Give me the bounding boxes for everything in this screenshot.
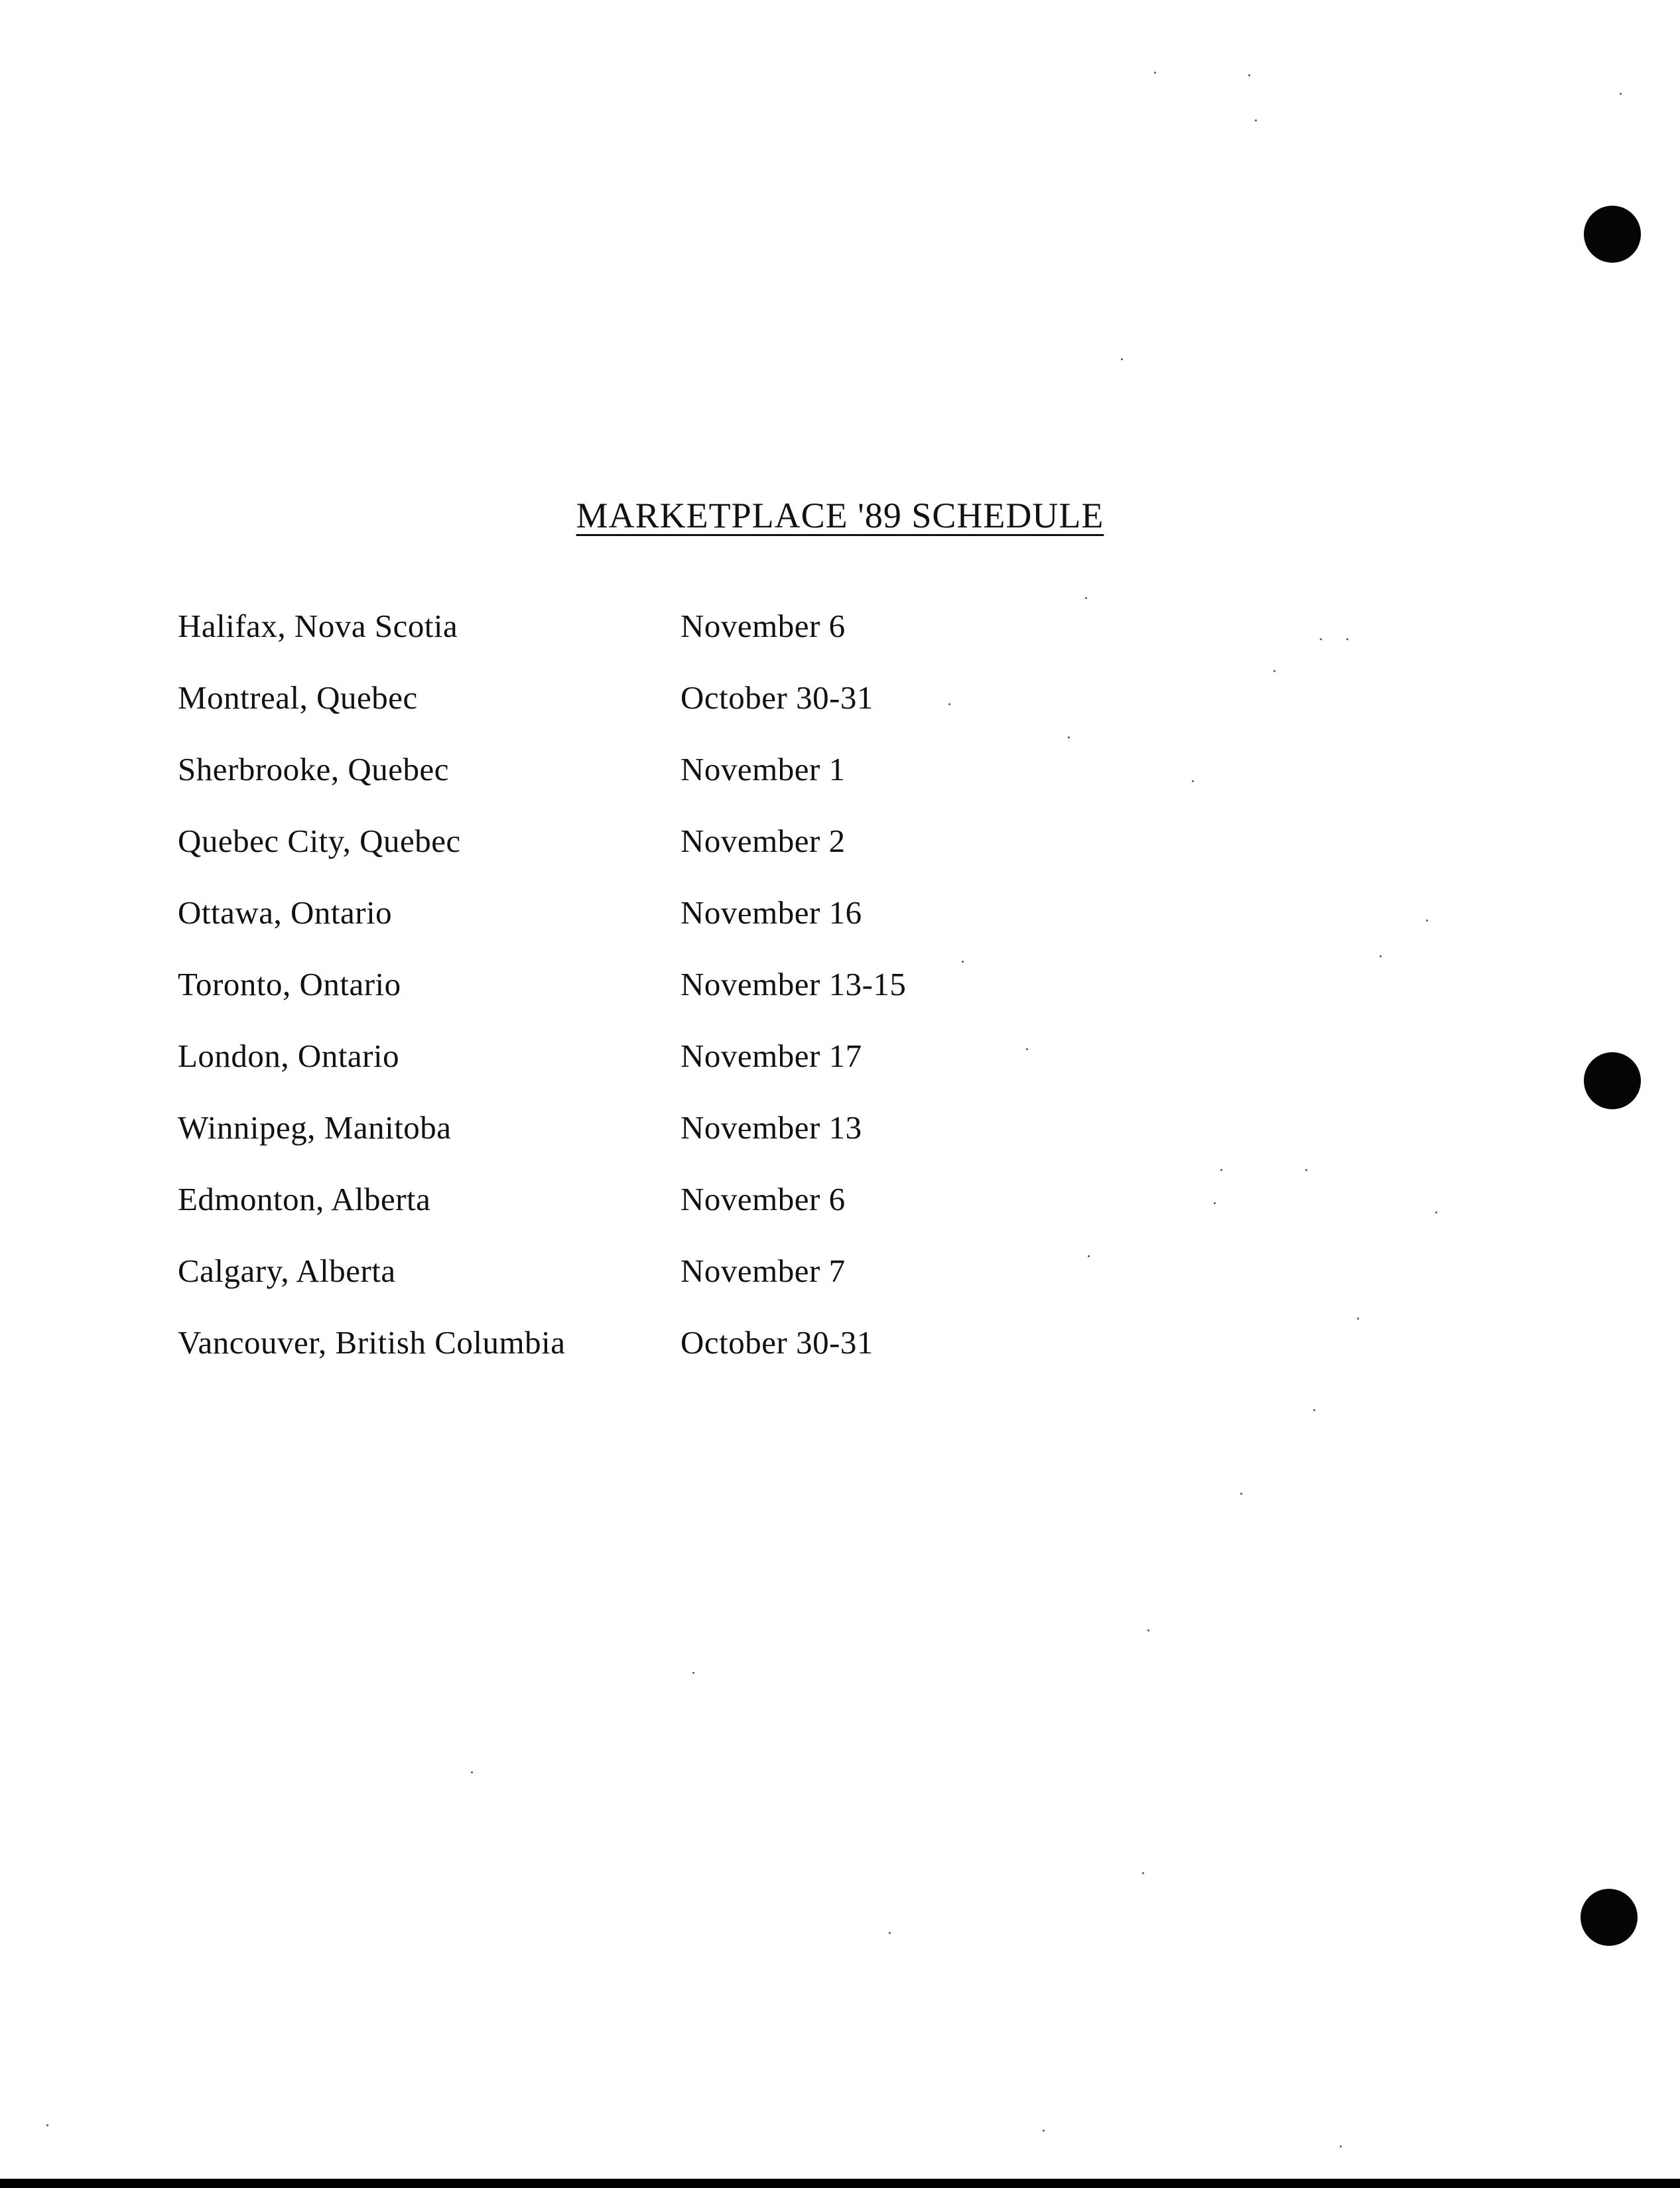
scan-speck <box>1346 638 1348 640</box>
scan-speck <box>1313 1409 1315 1411</box>
scan-edge-bar <box>0 2179 1680 2188</box>
schedule-row <box>178 965 1040 1036</box>
event-date: November 1 <box>680 751 846 787</box>
scan-speck <box>1255 119 1257 121</box>
city-name: Halifax, Nova Scotia <box>178 608 458 644</box>
city-name: Toronto, Ontario <box>178 966 401 1002</box>
schedule-row <box>178 821 1040 893</box>
scan-speck <box>1320 638 1322 640</box>
scan-speck <box>1426 920 1428 922</box>
scan-speck <box>1121 358 1123 360</box>
scan-speck <box>692 1672 694 1674</box>
scan-speck <box>1026 1048 1028 1050</box>
city-name: Sherbrooke, Quebec <box>178 751 450 787</box>
event-date: October 30-31 <box>680 679 873 716</box>
city-name: Ottawa, Ontario <box>178 894 393 931</box>
scan-speck <box>1068 736 1070 738</box>
schedule-row <box>178 893 1040 965</box>
schedule-row <box>178 1323 1040 1395</box>
scan-speck <box>1357 1318 1359 1320</box>
event-date: November 17 <box>680 1038 862 1074</box>
schedule-row <box>178 750 1040 821</box>
event-date: November 2 <box>680 823 846 859</box>
binder-hole-top <box>1584 206 1641 263</box>
scan-speck <box>1620 93 1622 95</box>
city-name: Calgary, Alberta <box>178 1253 396 1289</box>
schedule-row <box>178 1251 1040 1323</box>
schedule-row <box>178 1180 1040 1251</box>
city-name: Vancouver, British Columbia <box>178 1324 566 1361</box>
scan-speck <box>948 703 950 705</box>
event-date: November 6 <box>680 608 846 644</box>
scan-speck <box>962 961 964 963</box>
scan-speck <box>1214 1202 1216 1204</box>
scan-speck <box>1154 72 1156 74</box>
scan-speck <box>1340 2146 1342 2148</box>
city-name: Montreal, Quebec <box>178 679 418 716</box>
scan-speck <box>471 1771 473 1773</box>
schedule-row <box>178 678 1040 750</box>
scan-speck <box>1273 670 1275 672</box>
city-name: Quebec City, Quebec <box>178 823 461 859</box>
city-name: London, Ontario <box>178 1038 400 1074</box>
binder-hole-bottom <box>1581 1889 1638 1946</box>
scan-speck <box>1240 1493 1242 1495</box>
scan-speck <box>46 2124 48 2126</box>
event-date: November 13 <box>680 1109 862 1146</box>
scan-speck <box>1305 1169 1307 1171</box>
event-date: November 13-15 <box>680 966 907 1002</box>
scan-speck <box>889 1932 891 1934</box>
scan-speck <box>1435 1211 1437 1213</box>
event-date: October 30-31 <box>680 1324 873 1361</box>
city-name: Edmonton, Alberta <box>178 1181 431 1217</box>
scan-speck <box>1088 1255 1090 1257</box>
schedule-row <box>178 1036 1040 1108</box>
city-name: Winnipeg, Manitoba <box>178 1109 452 1146</box>
scan-speck <box>1085 597 1087 599</box>
schedule-row <box>178 606 1040 678</box>
scan-speck <box>1192 780 1194 782</box>
scan-speck <box>1380 955 1382 957</box>
event-date: November 7 <box>680 1253 846 1289</box>
scan-speck <box>1248 74 1250 76</box>
title-text: MARKETPLACE '89 SCHEDULE <box>576 496 1104 535</box>
scan-speck <box>1043 2130 1045 2132</box>
event-date: November 16 <box>680 894 862 931</box>
schedule-row <box>178 1108 1040 1180</box>
scan-speck <box>1142 1872 1144 1874</box>
document-title <box>0 494 1680 537</box>
binder-hole-middle <box>1584 1052 1641 1109</box>
scan-speck <box>1220 1169 1222 1171</box>
schedule-list <box>178 606 1040 1395</box>
event-date: November 6 <box>680 1181 846 1217</box>
scan-speck <box>1147 1629 1149 1631</box>
